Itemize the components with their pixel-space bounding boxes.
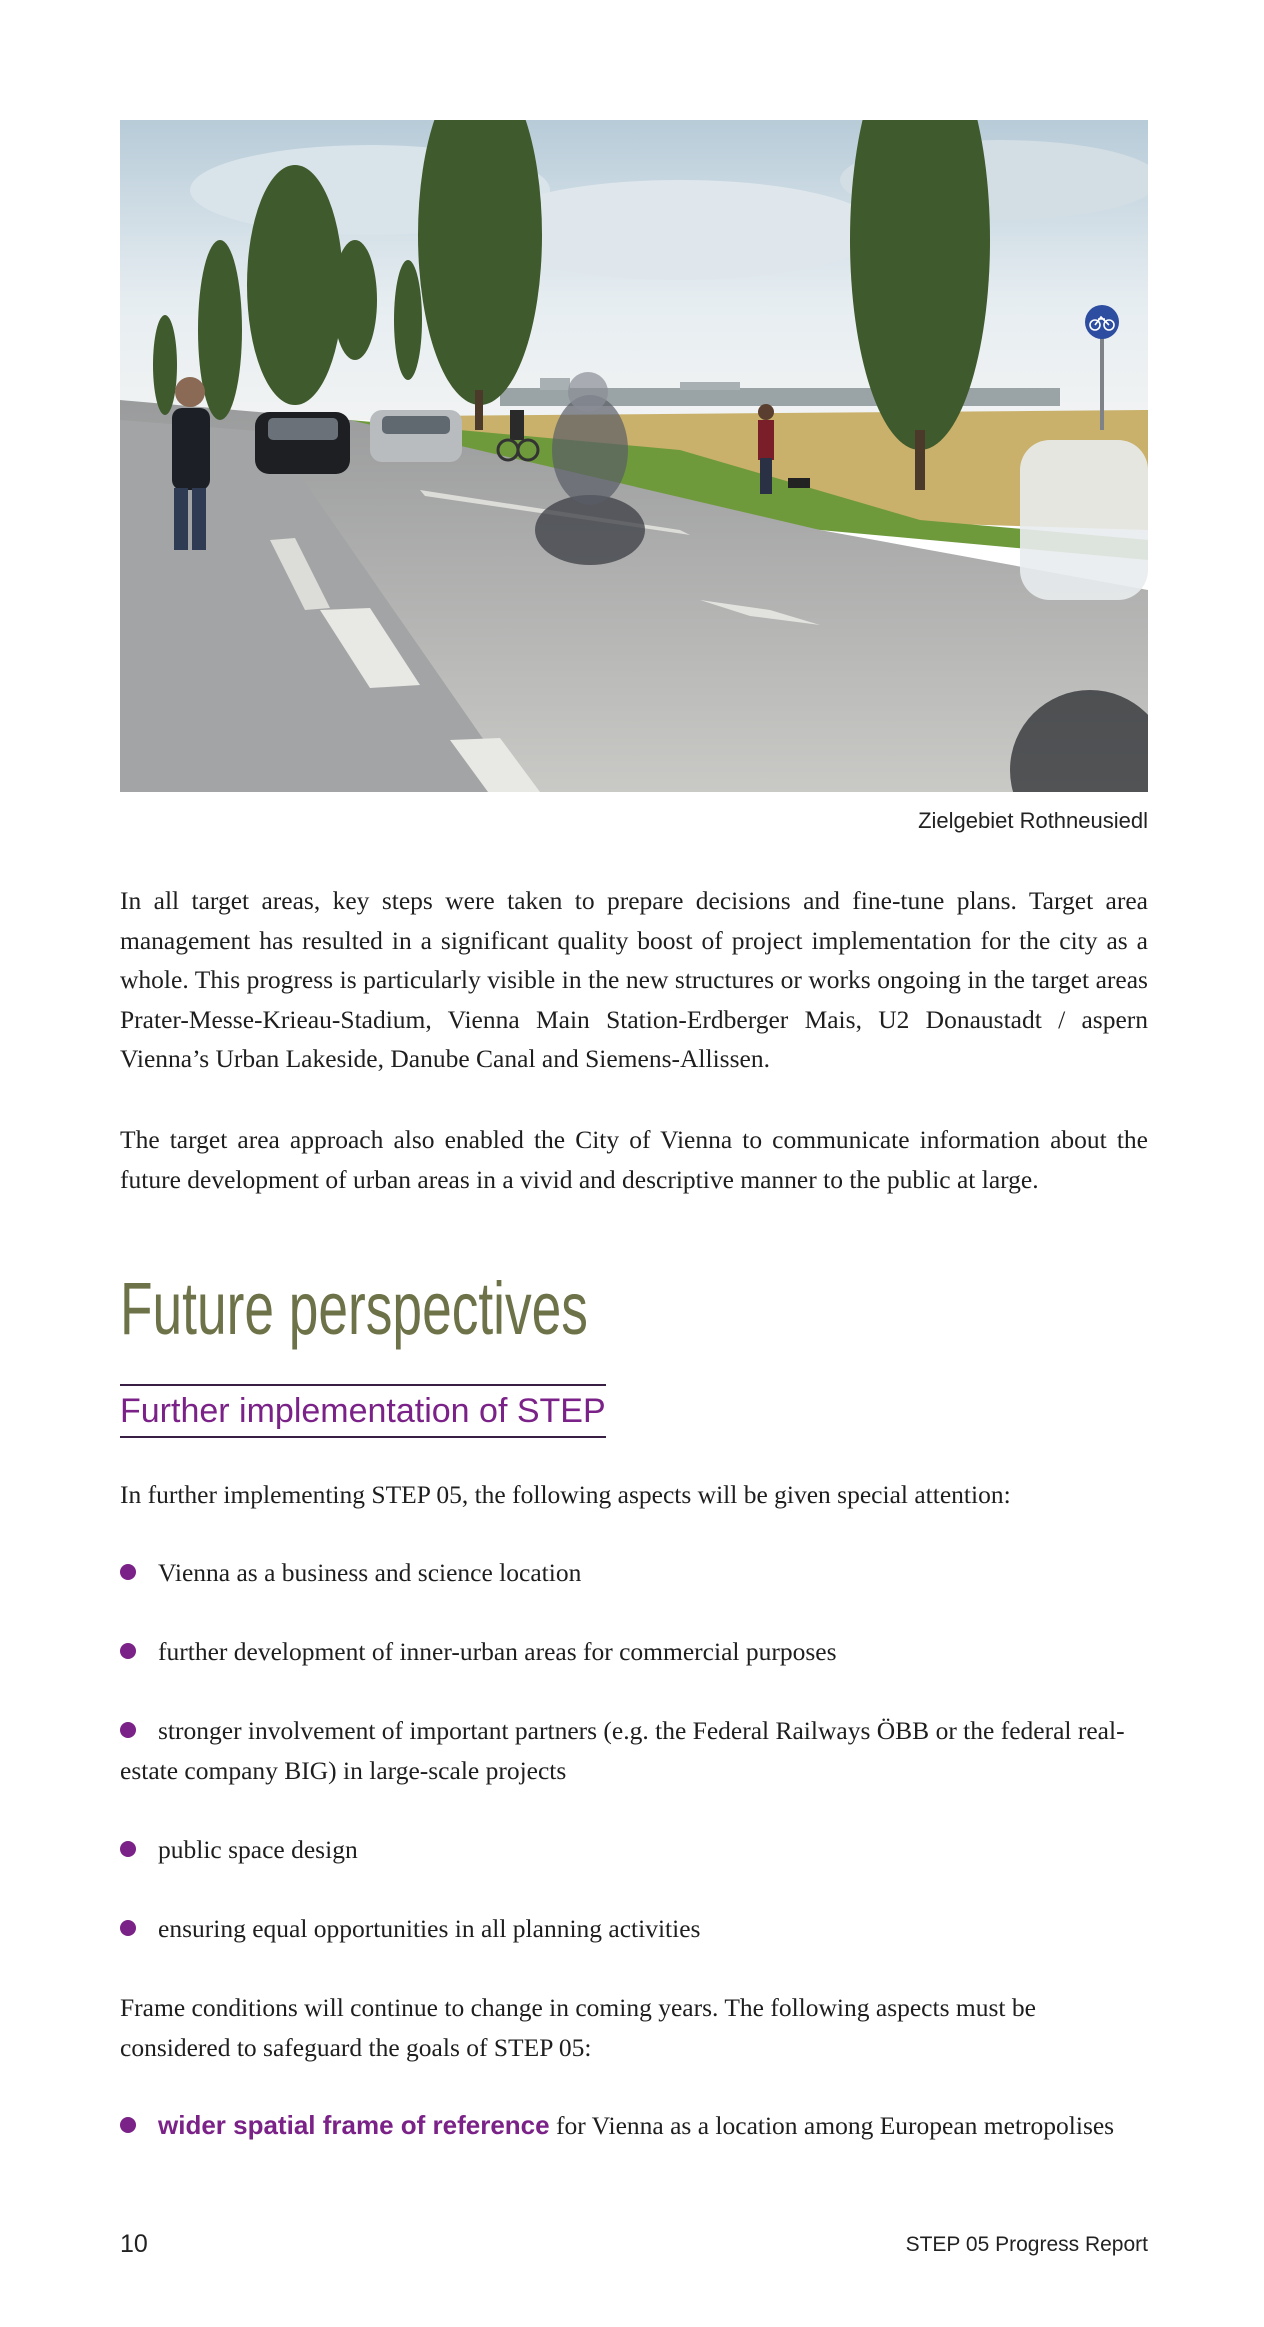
page-number: 10 [120, 2230, 148, 2258]
list-item-text: ensuring equal opportunities in all planning activities [158, 1913, 701, 1943]
bullet-dot-icon [120, 2117, 136, 2133]
list-item-emphasis [120, 2106, 1148, 2146]
bullet-dot-icon [120, 1564, 136, 1580]
report-title: STEP 05 Progress Report [905, 2233, 1148, 2256]
frame-paragraph: Frame conditions will continue to change in coming years. The following aspects must be considered to safeguard the goals of STEP 05: [120, 1993, 1036, 2062]
street-photo [120, 120, 1148, 792]
bullet-dot-icon [120, 1841, 136, 1857]
paragraph-target-areas: In all target areas, key steps were taken to prepare decisions and fine-tune plans. Target area management has resulted in a significant quality boost of project implementation for the city as a whole. This progress is particularly visible in the new structures or works ongoing in the target areas Prater-Messe-Krieau-Stadium, Vienna Main Station-Erdberger Mais, U2 Donaustadt / aspern Vienna’s Urban Lakeside, Danube Canal and Siemens-Allissen. [120, 886, 1148, 1073]
list-item [120, 1553, 1148, 1593]
list-item-text: for Vienna as a location among European metropolises [549, 2111, 1115, 2140]
photo-caption: Zielgebiet Rothneusiedl [918, 808, 1148, 833]
bullet-dot-icon [120, 1722, 136, 1738]
subheading-rule [120, 1384, 606, 1438]
list-item-text: public space design [158, 1834, 358, 1864]
bullet-dot-icon [120, 1920, 136, 1936]
bullet-dot-icon [120, 1643, 136, 1659]
intro-paragraph: In further implementing STEP 05, the following aspects will be given special attention: [120, 1480, 1011, 1509]
list-item [120, 1909, 1148, 1949]
photo-illustration [120, 120, 1148, 792]
aspects-list [120, 1553, 1148, 1988]
emphasis-text: wider spatial frame of reference [158, 2110, 550, 2140]
list-item-text: stronger involvement of important partners (e.g. the Federal Railways ÖBB or the federal real-estate company BIG) in large-scale projects [120, 1716, 1125, 1785]
paragraph-target-approach: The target area approach also enabled the City of Vienna to communicate information about the future development of urban areas in a vivid and descriptive manner to the public at large. [120, 1125, 1148, 1194]
list-item [120, 1632, 1148, 1672]
list-item-text: Vienna as a business and science location [158, 1558, 582, 1587]
list-item [120, 1711, 1148, 1790]
list-item-text: further development of inner-urban areas for commercial purposes [158, 1637, 837, 1666]
section-heading: Future perspectives [120, 1267, 588, 1350]
list-item [120, 1830, 1148, 1870]
subheading: Further implementation of STEP [120, 1392, 606, 1430]
